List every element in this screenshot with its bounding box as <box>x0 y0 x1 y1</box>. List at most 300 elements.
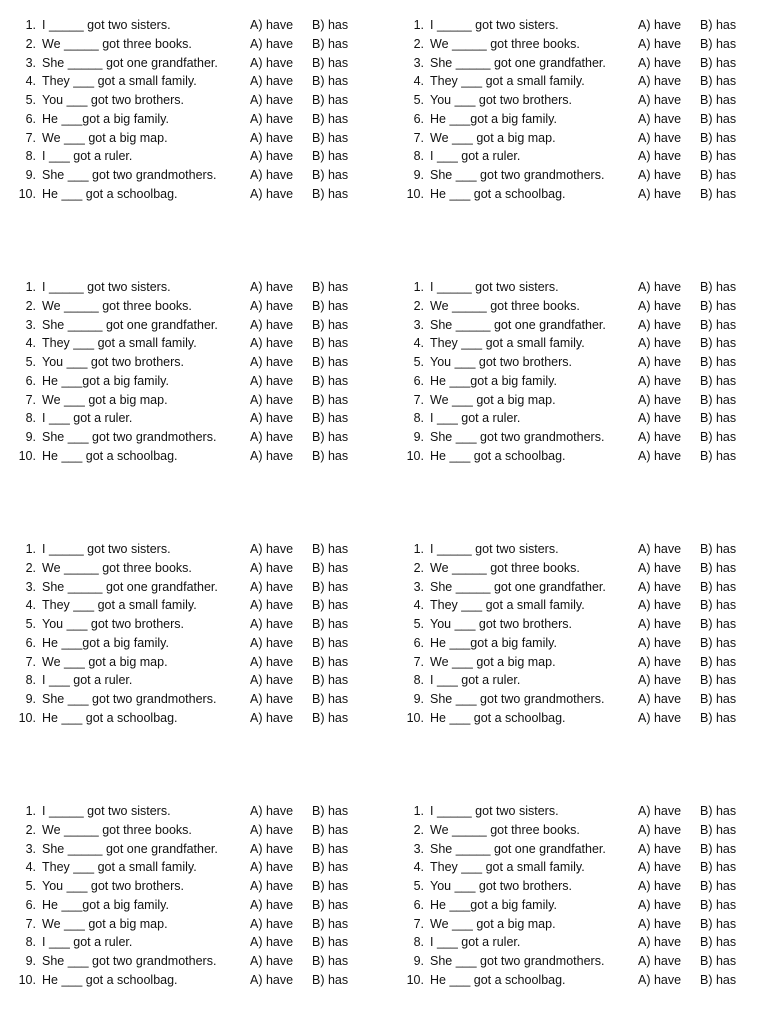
question-number: 10. <box>406 710 424 725</box>
question-text: I ___ got a ruler. <box>42 411 133 426</box>
question-row <box>18 690 378 709</box>
question-row <box>18 634 378 653</box>
option-a: A) have <box>638 916 682 931</box>
question-text: She ___ got two grandmothers. <box>430 430 605 444</box>
option-b: B) has <box>312 149 349 164</box>
option-b: B) has <box>312 972 349 987</box>
question-row <box>406 933 766 952</box>
question-number: 8. <box>25 411 36 426</box>
question-number: 8. <box>25 935 36 950</box>
question-row <box>406 278 766 297</box>
question-row <box>18 821 378 840</box>
option-b: B) has <box>312 897 349 912</box>
question-number: 6. <box>413 897 424 912</box>
question-number: 9. <box>25 692 36 706</box>
question-text: She ___ got two grandmothers. <box>42 954 217 968</box>
question-text: We _____ got three books. <box>42 560 192 575</box>
option-a: A) have <box>250 860 294 875</box>
question-text: You ___ got two brothers. <box>430 879 572 893</box>
option-a: A) have <box>250 111 294 126</box>
question-row <box>18 278 378 297</box>
option-a: A) have <box>250 654 294 669</box>
question-text: We ___ got a big map. <box>430 130 556 145</box>
question-row <box>406 690 766 709</box>
option-a: A) have <box>250 298 294 313</box>
question-row <box>18 896 378 915</box>
option-b: B) has <box>700 392 737 407</box>
question-number: 9. <box>25 954 36 968</box>
option-a: A) have <box>250 430 294 444</box>
question-number: 1. <box>413 18 424 32</box>
option-a: A) have <box>638 74 682 89</box>
question-row <box>406 72 766 91</box>
question-text: I ___ got a ruler. <box>430 149 521 164</box>
question-number: 6. <box>25 635 36 650</box>
question-row <box>18 316 378 335</box>
option-a: A) have <box>638 822 682 837</box>
question-text: They ___ got a small family. <box>42 860 197 875</box>
question-number: 7. <box>413 392 424 407</box>
option-a: A) have <box>638 93 682 107</box>
question-text: He ___got a big family. <box>42 373 169 388</box>
question-number: 4. <box>413 598 424 613</box>
option-b: B) has <box>700 55 737 70</box>
option-b: B) has <box>312 542 349 556</box>
question-number: 5. <box>413 93 424 107</box>
option-b: B) has <box>312 130 349 145</box>
question-number: 9. <box>25 168 36 182</box>
question-row <box>406 447 766 466</box>
option-a: A) have <box>638 954 682 968</box>
question-number: 5. <box>413 355 424 369</box>
question-row <box>18 802 378 821</box>
question-row <box>406 596 766 615</box>
question-number: 7. <box>25 130 36 145</box>
question-text: They ___ got a small family. <box>430 74 585 89</box>
question-number: 3. <box>25 55 36 70</box>
question-row <box>406 166 766 185</box>
question-row <box>406 540 766 559</box>
option-a: A) have <box>638 373 682 388</box>
question-row <box>406 110 766 129</box>
question-text: He ___ got a schoolbag. <box>430 448 566 463</box>
question-row <box>406 971 766 990</box>
question-text: She _____ got one grandfather. <box>430 579 606 594</box>
question-text: He ___ got a schoolbag. <box>42 710 178 725</box>
question-number: 2. <box>413 560 424 575</box>
question-row <box>406 35 766 54</box>
question-text: I ___ got a ruler. <box>42 935 133 950</box>
option-b: B) has <box>312 841 349 856</box>
option-b: B) has <box>312 879 349 893</box>
option-b: B) has <box>700 336 737 351</box>
option-b: B) has <box>700 916 737 931</box>
option-b: B) has <box>312 298 349 313</box>
option-a: A) have <box>250 897 294 912</box>
option-a: A) have <box>250 317 294 332</box>
option-b: B) has <box>700 598 737 613</box>
option-b: B) has <box>312 822 349 837</box>
question-row <box>18 578 378 597</box>
question-number: 5. <box>25 879 36 893</box>
option-b: B) has <box>700 130 737 145</box>
option-a: A) have <box>250 841 294 856</box>
question-row <box>406 821 766 840</box>
question-text: She _____ got one grandfather. <box>42 579 218 594</box>
question-row <box>18 559 378 578</box>
option-b: B) has <box>700 692 737 706</box>
question-text: She ___ got two grandmothers. <box>430 692 605 706</box>
question-text: I _____ got two sisters. <box>42 804 171 818</box>
option-b: B) has <box>312 411 349 426</box>
option-a: A) have <box>250 560 294 575</box>
question-text: I _____ got two sisters. <box>430 280 559 294</box>
question-number: 7. <box>413 654 424 669</box>
question-row <box>406 952 766 971</box>
option-b: B) has <box>312 74 349 89</box>
option-a: A) have <box>638 841 682 856</box>
worksheet-block <box>18 278 378 466</box>
question-number: 1. <box>25 542 36 556</box>
question-row <box>406 840 766 859</box>
question-row <box>406 297 766 316</box>
question-row <box>406 802 766 821</box>
question-row <box>406 372 766 391</box>
question-row <box>18 16 378 35</box>
option-a: A) have <box>638 355 682 369</box>
option-b: B) has <box>312 186 349 201</box>
option-a: A) have <box>638 972 682 987</box>
option-b: B) has <box>700 317 737 332</box>
question-text: You ___ got two brothers. <box>430 355 572 369</box>
option-a: A) have <box>250 280 294 294</box>
question-text: You ___ got two brothers. <box>42 93 184 107</box>
question-row <box>406 578 766 597</box>
question-number: 2. <box>413 822 424 837</box>
question-row <box>406 147 766 166</box>
option-a: A) have <box>250 411 294 426</box>
option-a: A) have <box>250 579 294 594</box>
option-b: B) has <box>312 280 349 294</box>
option-a: A) have <box>250 355 294 369</box>
option-b: B) has <box>312 916 349 931</box>
question-text: We _____ got three books. <box>42 36 192 51</box>
question-number: 4. <box>25 74 36 89</box>
question-number: 1. <box>25 280 36 294</box>
question-number: 5. <box>413 617 424 631</box>
option-b: B) has <box>700 149 737 164</box>
option-a: A) have <box>250 336 294 351</box>
option-a: A) have <box>638 804 682 818</box>
option-a: A) have <box>638 879 682 893</box>
question-text: You ___ got two brothers. <box>42 879 184 893</box>
option-b: B) has <box>312 935 349 950</box>
option-a: A) have <box>638 617 682 631</box>
question-number: 9. <box>25 430 36 444</box>
option-a: A) have <box>638 710 682 725</box>
question-text: You ___ got two brothers. <box>430 93 572 107</box>
option-b: B) has <box>700 298 737 313</box>
option-b: B) has <box>312 448 349 463</box>
option-b: B) has <box>312 336 349 351</box>
question-number: 3. <box>25 841 36 856</box>
question-number: 7. <box>413 130 424 145</box>
option-a: A) have <box>638 298 682 313</box>
question-number: 4. <box>25 598 36 613</box>
question-number: 6. <box>25 373 36 388</box>
question-number: 9. <box>413 692 424 706</box>
question-row <box>406 54 766 73</box>
question-row <box>18 391 378 410</box>
option-a: A) have <box>250 617 294 631</box>
question-text: We ___ got a big map. <box>42 392 168 407</box>
question-number: 5. <box>413 879 424 893</box>
option-a: A) have <box>638 692 682 706</box>
question-text: She ___ got two grandmothers. <box>42 430 217 444</box>
option-a: A) have <box>638 635 682 650</box>
option-a: A) have <box>250 972 294 987</box>
question-number: 8. <box>413 935 424 950</box>
question-row <box>406 428 766 447</box>
question-row <box>406 391 766 410</box>
question-text: I _____ got two sisters. <box>430 804 559 818</box>
question-text: She _____ got one grandfather. <box>430 55 606 70</box>
question-text: He ___got a big family. <box>430 635 557 650</box>
question-number: 8. <box>413 673 424 688</box>
option-a: A) have <box>250 74 294 89</box>
question-number: 5. <box>25 93 36 107</box>
option-b: B) has <box>700 168 737 182</box>
question-text: She _____ got one grandfather. <box>42 841 218 856</box>
question-text: We _____ got three books. <box>42 822 192 837</box>
option-a: A) have <box>638 111 682 126</box>
question-number: 6. <box>25 111 36 126</box>
option-a: A) have <box>250 916 294 931</box>
question-number: 2. <box>25 298 36 313</box>
option-b: B) has <box>700 560 737 575</box>
option-b: B) has <box>700 186 737 201</box>
question-text: She ___ got two grandmothers. <box>430 168 605 182</box>
option-a: A) have <box>250 542 294 556</box>
option-b: B) has <box>312 860 349 875</box>
question-text: We ___ got a big map. <box>42 130 168 145</box>
question-text: We ___ got a big map. <box>430 392 556 407</box>
question-number: 1. <box>413 804 424 818</box>
question-row <box>406 316 766 335</box>
question-text: I ___ got a ruler. <box>430 673 521 688</box>
question-row <box>406 915 766 934</box>
question-number: 1. <box>25 804 36 818</box>
question-number: 4. <box>25 336 36 351</box>
question-text: He ___got a big family. <box>42 111 169 126</box>
option-b: B) has <box>700 74 737 89</box>
question-number: 10. <box>18 972 36 987</box>
question-number: 2. <box>413 298 424 313</box>
option-b: B) has <box>312 373 349 388</box>
option-a: A) have <box>638 430 682 444</box>
option-b: B) has <box>700 579 737 594</box>
question-number: 8. <box>413 411 424 426</box>
question-text: She _____ got one grandfather. <box>430 317 606 332</box>
option-b: B) has <box>700 654 737 669</box>
option-a: A) have <box>638 935 682 950</box>
question-row <box>18 933 378 952</box>
option-b: B) has <box>312 18 349 32</box>
question-row <box>18 110 378 129</box>
option-b: B) has <box>312 36 349 51</box>
option-a: A) have <box>250 804 294 818</box>
question-text: I _____ got two sisters. <box>42 18 171 32</box>
question-text: He ___ got a schoolbag. <box>430 186 566 201</box>
question-text: She ___ got two grandmothers. <box>42 168 217 182</box>
option-a: A) have <box>250 36 294 51</box>
question-row <box>406 409 766 428</box>
worksheet-block <box>406 540 766 728</box>
question-number: 1. <box>25 18 36 32</box>
option-b: B) has <box>700 935 737 950</box>
question-text: I _____ got two sisters. <box>430 542 559 556</box>
option-b: B) has <box>700 635 737 650</box>
option-b: B) has <box>312 692 349 706</box>
question-number: 6. <box>413 635 424 650</box>
question-text: I _____ got two sisters. <box>42 280 171 294</box>
option-a: A) have <box>250 186 294 201</box>
question-row <box>406 634 766 653</box>
question-number: 3. <box>413 579 424 594</box>
question-number: 7. <box>413 916 424 931</box>
question-number: 10. <box>18 448 36 463</box>
option-b: B) has <box>312 598 349 613</box>
option-b: B) has <box>700 373 737 388</box>
question-text: I ___ got a ruler. <box>42 149 133 164</box>
option-b: B) has <box>700 804 737 818</box>
option-b: B) has <box>700 18 737 32</box>
question-text: I ___ got a ruler. <box>430 411 521 426</box>
question-row <box>18 54 378 73</box>
worksheet-block <box>18 16 378 204</box>
option-b: B) has <box>312 560 349 575</box>
option-a: A) have <box>250 879 294 893</box>
question-number: 5. <box>25 617 36 631</box>
question-number: 2. <box>25 560 36 575</box>
question-number: 10. <box>406 448 424 463</box>
question-text: He ___got a big family. <box>430 897 557 912</box>
question-text: We ___ got a big map. <box>430 654 556 669</box>
question-text: He ___ got a schoolbag. <box>42 972 178 987</box>
question-text: We _____ got three books. <box>430 36 580 51</box>
question-number: 7. <box>25 392 36 407</box>
option-a: A) have <box>250 935 294 950</box>
question-text: He ___ got a schoolbag. <box>430 972 566 987</box>
question-text: She _____ got one grandfather. <box>42 55 218 70</box>
option-b: B) has <box>700 542 737 556</box>
option-a: A) have <box>638 654 682 669</box>
option-a: A) have <box>250 710 294 725</box>
option-b: B) has <box>312 355 349 369</box>
question-number: 7. <box>25 916 36 931</box>
question-text: We _____ got three books. <box>430 822 580 837</box>
worksheet-block <box>406 16 766 204</box>
question-number: 4. <box>413 74 424 89</box>
question-text: He ___got a big family. <box>430 373 557 388</box>
option-a: A) have <box>638 336 682 351</box>
question-number: 3. <box>25 317 36 332</box>
option-b: B) has <box>700 111 737 126</box>
option-b: B) has <box>700 448 737 463</box>
question-row <box>18 671 378 690</box>
option-b: B) has <box>312 954 349 968</box>
worksheet-block <box>406 802 766 990</box>
option-a: A) have <box>250 55 294 70</box>
question-row <box>406 16 766 35</box>
option-b: B) has <box>700 897 737 912</box>
question-number: 3. <box>413 55 424 70</box>
option-a: A) have <box>638 673 682 688</box>
option-b: B) has <box>700 93 737 107</box>
option-a: A) have <box>638 18 682 32</box>
question-row <box>406 185 766 204</box>
question-row <box>18 428 378 447</box>
question-row <box>18 596 378 615</box>
question-number: 6. <box>413 373 424 388</box>
option-b: B) has <box>312 392 349 407</box>
option-a: A) have <box>638 542 682 556</box>
question-number: 9. <box>413 954 424 968</box>
question-row <box>18 877 378 896</box>
question-text: He ___got a big family. <box>42 635 169 650</box>
question-text: We ___ got a big map. <box>430 916 556 931</box>
question-row <box>18 334 378 353</box>
option-b: B) has <box>312 93 349 107</box>
question-row <box>18 615 378 634</box>
question-text: She _____ got one grandfather. <box>430 841 606 856</box>
option-a: A) have <box>250 954 294 968</box>
question-row <box>18 447 378 466</box>
question-number: 4. <box>413 860 424 875</box>
question-row <box>18 540 378 559</box>
option-b: B) has <box>700 710 737 725</box>
question-row <box>18 166 378 185</box>
question-number: 10. <box>406 972 424 987</box>
question-text: They ___ got a small family. <box>430 598 585 613</box>
question-number: 7. <box>25 654 36 669</box>
option-b: B) has <box>312 617 349 631</box>
question-text: We _____ got three books. <box>430 298 580 313</box>
option-b: B) has <box>700 822 737 837</box>
question-row <box>406 877 766 896</box>
option-a: A) have <box>250 635 294 650</box>
option-b: B) has <box>312 317 349 332</box>
option-a: A) have <box>250 168 294 182</box>
worksheet-block <box>18 540 378 728</box>
question-row <box>406 559 766 578</box>
question-row <box>406 858 766 877</box>
question-number: 9. <box>413 430 424 444</box>
question-text: He ___ got a schoolbag. <box>42 186 178 201</box>
question-number: 3. <box>413 317 424 332</box>
question-text: I ___ got a ruler. <box>430 935 521 950</box>
question-text: We ___ got a big map. <box>42 654 168 669</box>
option-a: A) have <box>250 598 294 613</box>
option-b: B) has <box>700 280 737 294</box>
question-number: 10. <box>18 710 36 725</box>
option-a: A) have <box>250 149 294 164</box>
question-text: She ___ got two grandmothers. <box>42 692 217 706</box>
option-b: B) has <box>312 804 349 818</box>
question-row <box>18 91 378 110</box>
question-row <box>406 91 766 110</box>
option-a: A) have <box>638 598 682 613</box>
